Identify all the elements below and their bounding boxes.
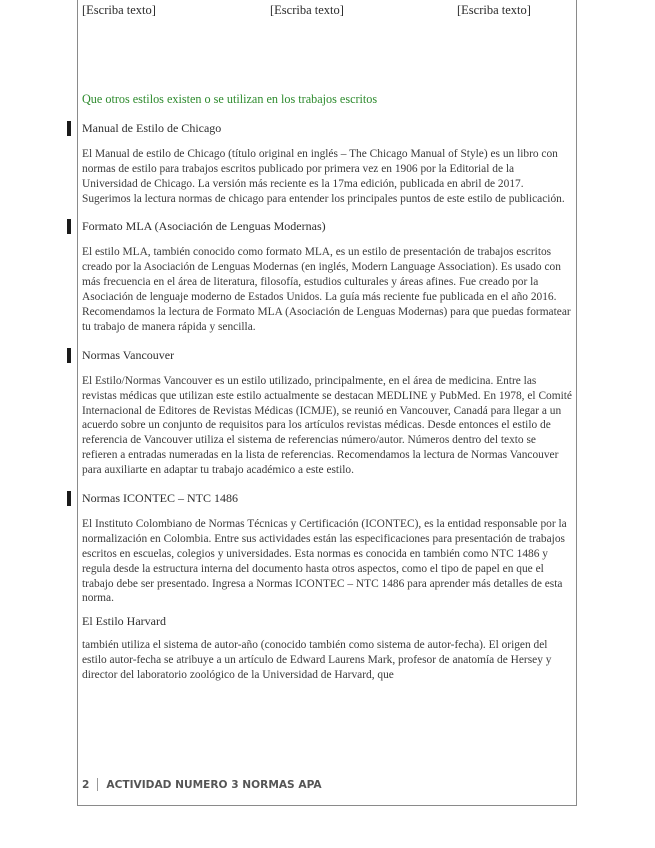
heading-mla	[82, 219, 572, 234]
header-center-placeholder[interactable]: [Escriba texto]	[270, 3, 344, 17]
heading-vancouver	[82, 348, 572, 363]
heading-mla-label: Formato MLA (Asociación de Lenguas Modernas)	[82, 219, 326, 234]
heading-marker	[67, 348, 71, 363]
heading-harvard: El Estilo Harvard	[82, 614, 166, 629]
heading-icontec	[82, 491, 572, 506]
heading-chicago	[82, 121, 572, 136]
heading-marker	[67, 219, 71, 234]
footer-title: ACTIVIDAD NUMERO 3 NORMAS APA	[106, 778, 322, 791]
heading-marker	[67, 491, 71, 506]
paragraph-harvard: también utiliza el sistema de autor-año (conocido también como sistema de autor-fecha). El origen del estilo autor-fecha se atribuye a un artículo de Edward Laurens Mark, profesor de anatomía de Hersey y director del laboratorio zoológico de la Universidad de Harvard, que	[82, 639, 552, 682]
document-body[interactable]	[82, 92, 572, 696]
paragraph-mla: El estilo MLA, también conocido como formato MLA, es un estilo de presentación de trabajos escritos creado por la Asociación de Lenguas Modernas (en inglés, Modern Language Association). Es usado con más frecuencia en el área de literatura, filosofía, estudios culturales y áreas afines. Fue creado por la Asociación de lenguaje moderno de Estados Unidos. La guía más reciente fue publicada en el año 2016. Recomendamos la lectura de Formato MLA (Asociación de Lenguas Modernas) para que puedas formatear tu trabajo de manera rápida y sencilla.	[82, 246, 571, 333]
heading-vancouver-label: Normas Vancouver	[82, 347, 175, 362]
paragraph-icontec: El Instituto Colombiano de Normas Técnicas y Certificación (ICONTEC), es la entidad responsable por la normalización en Colombia. Entre sus actividades están las especificaciones para presentación de trabajos escritos en escuelas, colegios y universidades. Esta normas es conocida en también como NTC 1486 y regula desde la estructura interna del documento hasta otros aspectos, como el tipo de papel en que el trabajo debe ser presentado. Ingresa a Normas ICONTEC – NTC 1486 para aprender más detalles de esta norma.	[82, 517, 567, 605]
header-right-placeholder[interactable]: [Escriba texto]	[457, 3, 531, 17]
paragraph-chicago: El Manual de estilo de Chicago (título original en inglés – The Chicago Manual of Style) es un libro con normas de estilo para trabajos escritos publicado por primera vez en 1906 por la Editorial de la Universidad de Chicago. La versión más reciente es la 17ma edición, publicada en abril de 2017. Sugerimos la lectura normas de chicago para entender los principales puntos de este estilo de publicación.	[82, 147, 565, 205]
footer-divider	[97, 778, 98, 791]
page-footer	[82, 778, 322, 791]
heading-marker	[67, 121, 71, 136]
heading-icontec-label: Normas ICONTEC – NTC 1486	[82, 491, 238, 506]
footer-page-number: 2	[82, 778, 90, 791]
paragraph-vancouver: El Estilo/Normas Vancouver es un estilo utilizado, principalmente, en el área de medicina. Entre las revistas médicas que utilizan este estilo actualmente se destacan MEDLINE y PubMed. En 1978, el Comité Internacional de Editores de Revistas Médicas (ICMJE), se reunió en Vancouver, Canadá para llegar a un acuerdo sobre un conjunto de requisitos para los artículos revistas médicas. Desde entonces el estilo de referencia de Vancouver utiliza el sistema de referencias número/autor. Números dentro del texto se refieren a entradas numeradas en la lista de referencias. Recomendamos la lectura de Normas Vancouver para auxiliarte en adaptar tu trabajo académico a este estilo.	[82, 374, 572, 477]
header-left-placeholder[interactable]: [Escriba texto]	[82, 3, 156, 17]
section-title: Que otros estilos existen o se utilizan en los trabajos escritos	[82, 92, 378, 106]
heading-chicago-label: Manual de Estilo de Chicago	[82, 120, 222, 135]
